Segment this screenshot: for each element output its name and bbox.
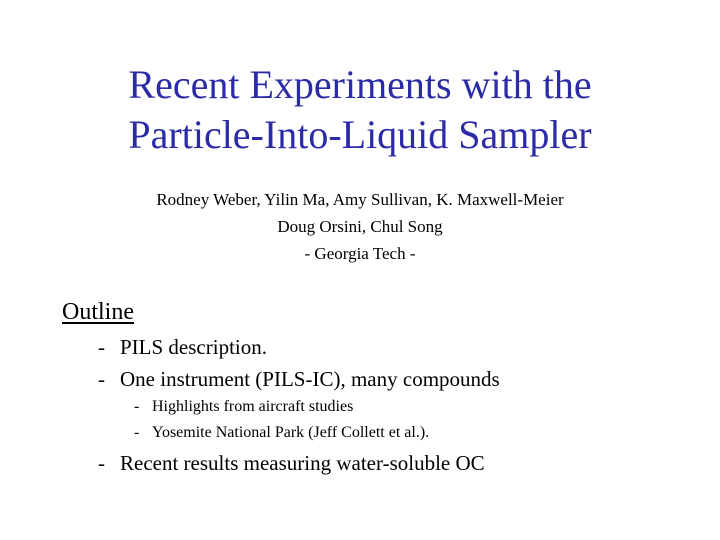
outline-bullet: - [98, 367, 105, 391]
outline-bullet: - [98, 335, 105, 359]
outline-bullet: - [134, 424, 140, 441]
outline-subitem-text: Highlights from aircraft studies [152, 398, 354, 415]
outline-item-text: One instrument (PILS-IC), many compounds [120, 367, 500, 391]
author-names-line: Rodney Weber, Yilin Ma, Amy Sullivan, K. Maxwell-Meier [156, 190, 564, 209]
slide-title [0, 60, 720, 160]
outline-heading: Outline [62, 299, 134, 325]
outline-item-text: Recent results measuring water-soluble OC [120, 451, 485, 475]
outline-subitem-text: Yosemite National Park (Jeff Collett et al.). [152, 424, 430, 441]
outline-bullet: - [134, 398, 140, 415]
author-names-line-2: Doug Orsini, Chul Song [277, 217, 443, 236]
affiliation-line: - Georgia Tech - [304, 244, 416, 263]
outline-bullet: - [98, 451, 105, 475]
slide-title-line-1: Recent Experiments with the [128, 62, 592, 107]
outline-item-text: PILS description. [120, 335, 267, 359]
slide-title-line-2: Particle-Into-Liquid Sampler [128, 112, 592, 157]
author-block [0, 186, 720, 267]
